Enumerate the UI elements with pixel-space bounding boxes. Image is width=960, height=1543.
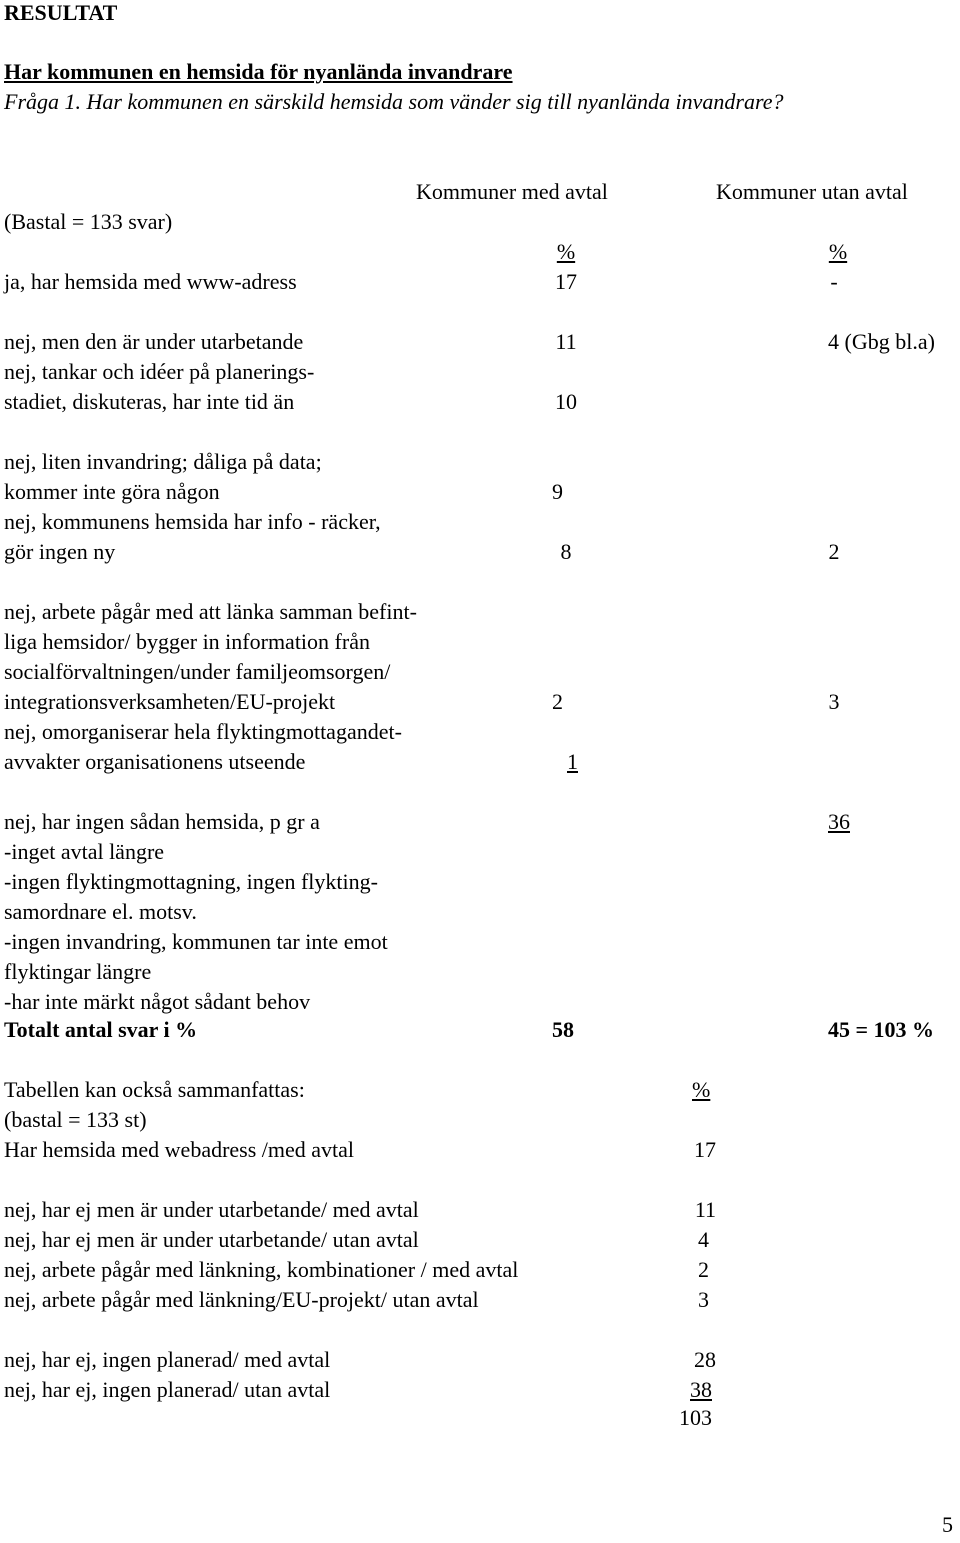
row-label: stadiet, diskuteras, har inte tid än — [4, 389, 295, 414]
value-without: - — [830, 269, 838, 294]
value-with: 10 — [555, 389, 577, 414]
page-number: 5 — [942, 1512, 953, 1537]
row-label: integrationsverksamheten/EU-projekt — [4, 689, 336, 714]
row-label: nej, men den är under utarbetande — [4, 329, 304, 354]
total-with: 58 — [552, 1017, 574, 1042]
page-heading: RESULTAT — [4, 0, 118, 25]
summary-row-value: 2 — [698, 1257, 709, 1282]
value-without: 36 — [828, 809, 850, 834]
section-title: Har kommunen en hemsida för nyanlända invandrare — [4, 59, 513, 84]
value-without: 4 (Gbg bl.a) — [828, 329, 935, 354]
value-with: 1 — [567, 749, 578, 774]
summary-row-label: nej, arbete pågår med länkning/EU-projekt/ utan avtal — [4, 1287, 479, 1312]
row-label: ja, har hemsida med www-adress — [4, 269, 297, 294]
summary-base: (bastal = 133 st) — [4, 1107, 147, 1132]
summary-total: 103 — [679, 1405, 712, 1430]
reason-line: -ingen flyktingmottagning, ingen flykting- — [4, 869, 378, 894]
summary-row-value: 3 — [698, 1287, 709, 1312]
row-label: nej, kommunens hemsida har info - räcker, — [4, 509, 381, 534]
question-text: Fråga 1. Har kommunen en särskild hemsida som vänder sig till nyanlända invandrare? — [4, 89, 784, 114]
row-label: nej, omorganiserar hela flyktingmottagandet- — [4, 719, 402, 744]
value-with: 17 — [555, 269, 577, 294]
column-header-without-agreement: Kommuner utan avtal — [716, 179, 908, 204]
row-label: socialförvaltningen/under familjeomsorgen/ — [4, 659, 391, 684]
summary-row-label: nej, har ej men är under utarbetande/ utan avtal — [4, 1227, 419, 1252]
value-without: 2 — [828, 539, 840, 564]
value-without: 3 — [828, 689, 840, 714]
summary-row-label: nej, har ej, ingen planerad/ med avtal — [4, 1347, 331, 1372]
row-label: nej, har ingen sådan hemsida, p gr a — [4, 809, 320, 834]
summary-row-value: 11 — [694, 1197, 716, 1222]
summary-row-value: 38 — [690, 1377, 712, 1402]
value-with: 9 — [552, 479, 563, 504]
summary-row-label: nej, arbete pågår med länkning, kombinationer / med avtal — [4, 1257, 519, 1282]
value-with: 2 — [552, 689, 563, 714]
summary-percent-header: % — [692, 1077, 711, 1102]
total-without: 45 = 103 % — [828, 1017, 935, 1042]
summary-row-value: 28 — [694, 1347, 716, 1372]
summary-row-value: 17 — [694, 1137, 716, 1162]
reason-line: -ingen invandring, kommunen tar inte emot — [4, 929, 388, 954]
summary-row-value: 4 — [698, 1227, 709, 1252]
summary-row-label: Har hemsida med webadress /med avtal — [4, 1137, 355, 1162]
reason-line: flyktingar längre — [4, 959, 152, 984]
row-label: nej, arbete pågår med att länka samman befint- — [4, 599, 417, 624]
total-label: Totalt antal svar i % — [4, 1017, 198, 1042]
summary-intro: Tabellen kan också sammanfattas: — [4, 1077, 305, 1102]
reason-line: samordnare el. motsv. — [4, 899, 197, 924]
percent-header-without: % — [828, 239, 848, 264]
column-header-with-agreement: Kommuner med avtal — [416, 179, 608, 204]
reason-line: -inget avtal längre — [4, 839, 165, 864]
value-with: 11 — [555, 329, 577, 354]
row-label: gör ingen ny — [4, 539, 116, 564]
row-label: avvakter organisationens utseende — [4, 749, 306, 774]
row-label: kommer inte göra någon — [4, 479, 220, 504]
row-label: nej, tankar och idéer på planerings- — [4, 359, 315, 384]
row-label: liga hemsidor/ bygger in information från — [4, 629, 370, 654]
summary-row-label: nej, har ej men är under utarbetande/ med avtal — [4, 1197, 419, 1222]
base-count: (Bastal = 133 svar) — [4, 209, 173, 234]
row-label: nej, liten invandring; dåliga på data; — [4, 449, 322, 474]
reason-line: -har inte märkt något sådant behov — [4, 989, 311, 1014]
value-with: 8 — [560, 539, 572, 564]
summary-row-label: nej, har ej, ingen planerad/ utan avtal — [4, 1377, 331, 1402]
percent-header-with: % — [556, 239, 576, 264]
